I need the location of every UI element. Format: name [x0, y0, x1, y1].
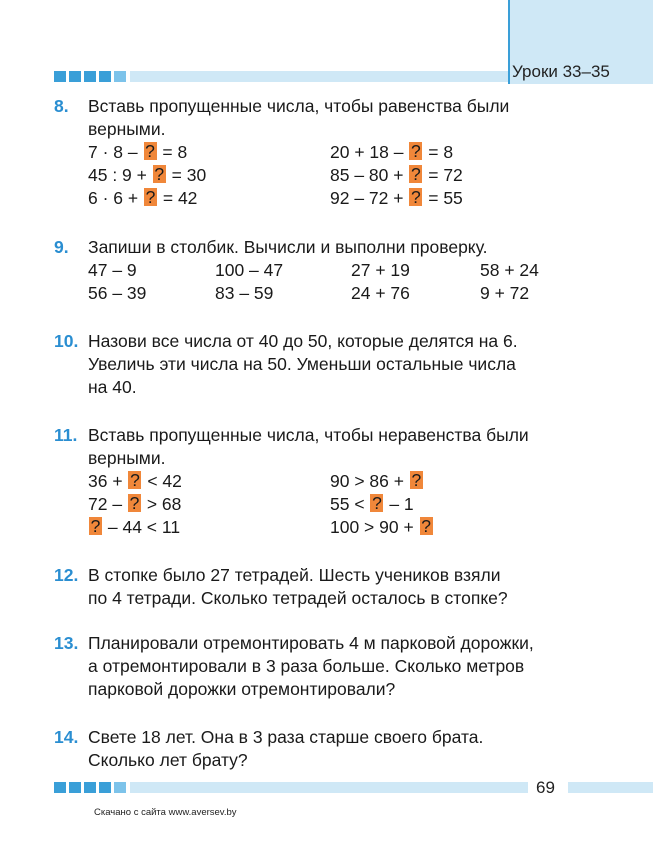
task-14: [54, 726, 574, 772]
task-text: Свете 18 лет. Она в 3 раза старше своего брата. Сколько лет брату?: [88, 727, 484, 770]
blank-marker: ?: [90, 516, 101, 536]
task-number: 10.: [54, 331, 79, 351]
expression: 24 + 76: [351, 283, 410, 303]
task-12: [54, 564, 574, 610]
blank-marker: ?: [129, 493, 140, 513]
expression: 58 + 24: [480, 260, 539, 280]
task-10: [54, 330, 574, 399]
blank-marker: ?: [154, 164, 165, 184]
blank-marker: ?: [411, 470, 422, 490]
expression: 56 – 39: [88, 283, 147, 303]
blank-marker: ?: [421, 516, 431, 536]
task-text: В стопке было 27 тетрадей. Шесть учеников взяли по 4 тетради. Сколько тетрадей осталось в стопке?: [88, 565, 508, 608]
header-stripe: [54, 71, 126, 82]
expression: 47 – 9: [88, 260, 137, 280]
task-number: 13.: [54, 633, 79, 653]
task-number: 9.: [54, 237, 69, 257]
blank-marker: ?: [410, 141, 421, 161]
blank-marker: ?: [372, 493, 382, 513]
download-source: Скачано с сайта www.aversev.by: [94, 807, 237, 818]
task-8: 8. Вставь пропущенные числа, чтобы равенства были верными. 7 · 8 – ? = 8 20 + 18 – ? = 8 45 : 9 + ? = 30 85 – 80 + ? = 72 6 · 6 + ? = 42 92 – 72 + ? = 55: [54, 95, 574, 210]
header-bar: [130, 71, 508, 82]
blank-marker: ?: [130, 470, 140, 490]
footer-bar-right: [568, 782, 653, 793]
task-11: 11. Вставь пропущенные числа, чтобы неравенства были верными. 36 + ? < 42 90 > 86 + ? 72 – ? > 68 55 < ? – 1 ? – 44 < 11 100 > 90 + ?: [54, 424, 574, 539]
expression: 27 + 19: [351, 260, 410, 280]
task-number: 11.: [54, 425, 78, 445]
footer-bar: [130, 782, 528, 793]
task-number: 8.: [54, 96, 69, 116]
blank-marker: ?: [410, 187, 421, 207]
task-number: 14.: [54, 727, 79, 747]
task-text: Планировали отремонтировать 4 м парковой дорожки, а отремонтировали в 3 раза больше. Сколько метров парковой дорожки отремонтировали?: [88, 633, 534, 699]
blank-marker: ?: [145, 141, 155, 161]
expression: 100 – 47: [215, 260, 284, 280]
blank-marker: ?: [410, 164, 421, 184]
lesson-range: Уроки 33–35: [512, 62, 610, 81]
task-text: Вставь пропущенные числа, чтобы неравенства были верными.: [88, 425, 529, 468]
blank-marker: ?: [145, 187, 156, 207]
expression: 83 – 59: [215, 283, 274, 303]
footer-stripe: [54, 782, 126, 793]
page-number: 69: [536, 778, 555, 797]
task-13: [54, 632, 574, 701]
task-9: [54, 236, 574, 305]
task-text: Назови все числа от 40 до 50, которые делятся на 6. Увеличь эти числа на 50. Уменьши остальные числа на 40.: [88, 331, 518, 397]
expression: 9 + 72: [480, 283, 530, 303]
task-text: Запиши в столбик. Вычисли и выполни проверку.: [88, 237, 488, 257]
task-text: Вставь пропущенные числа, чтобы равенства были верными.: [88, 96, 510, 139]
task-number: 12.: [54, 565, 79, 585]
